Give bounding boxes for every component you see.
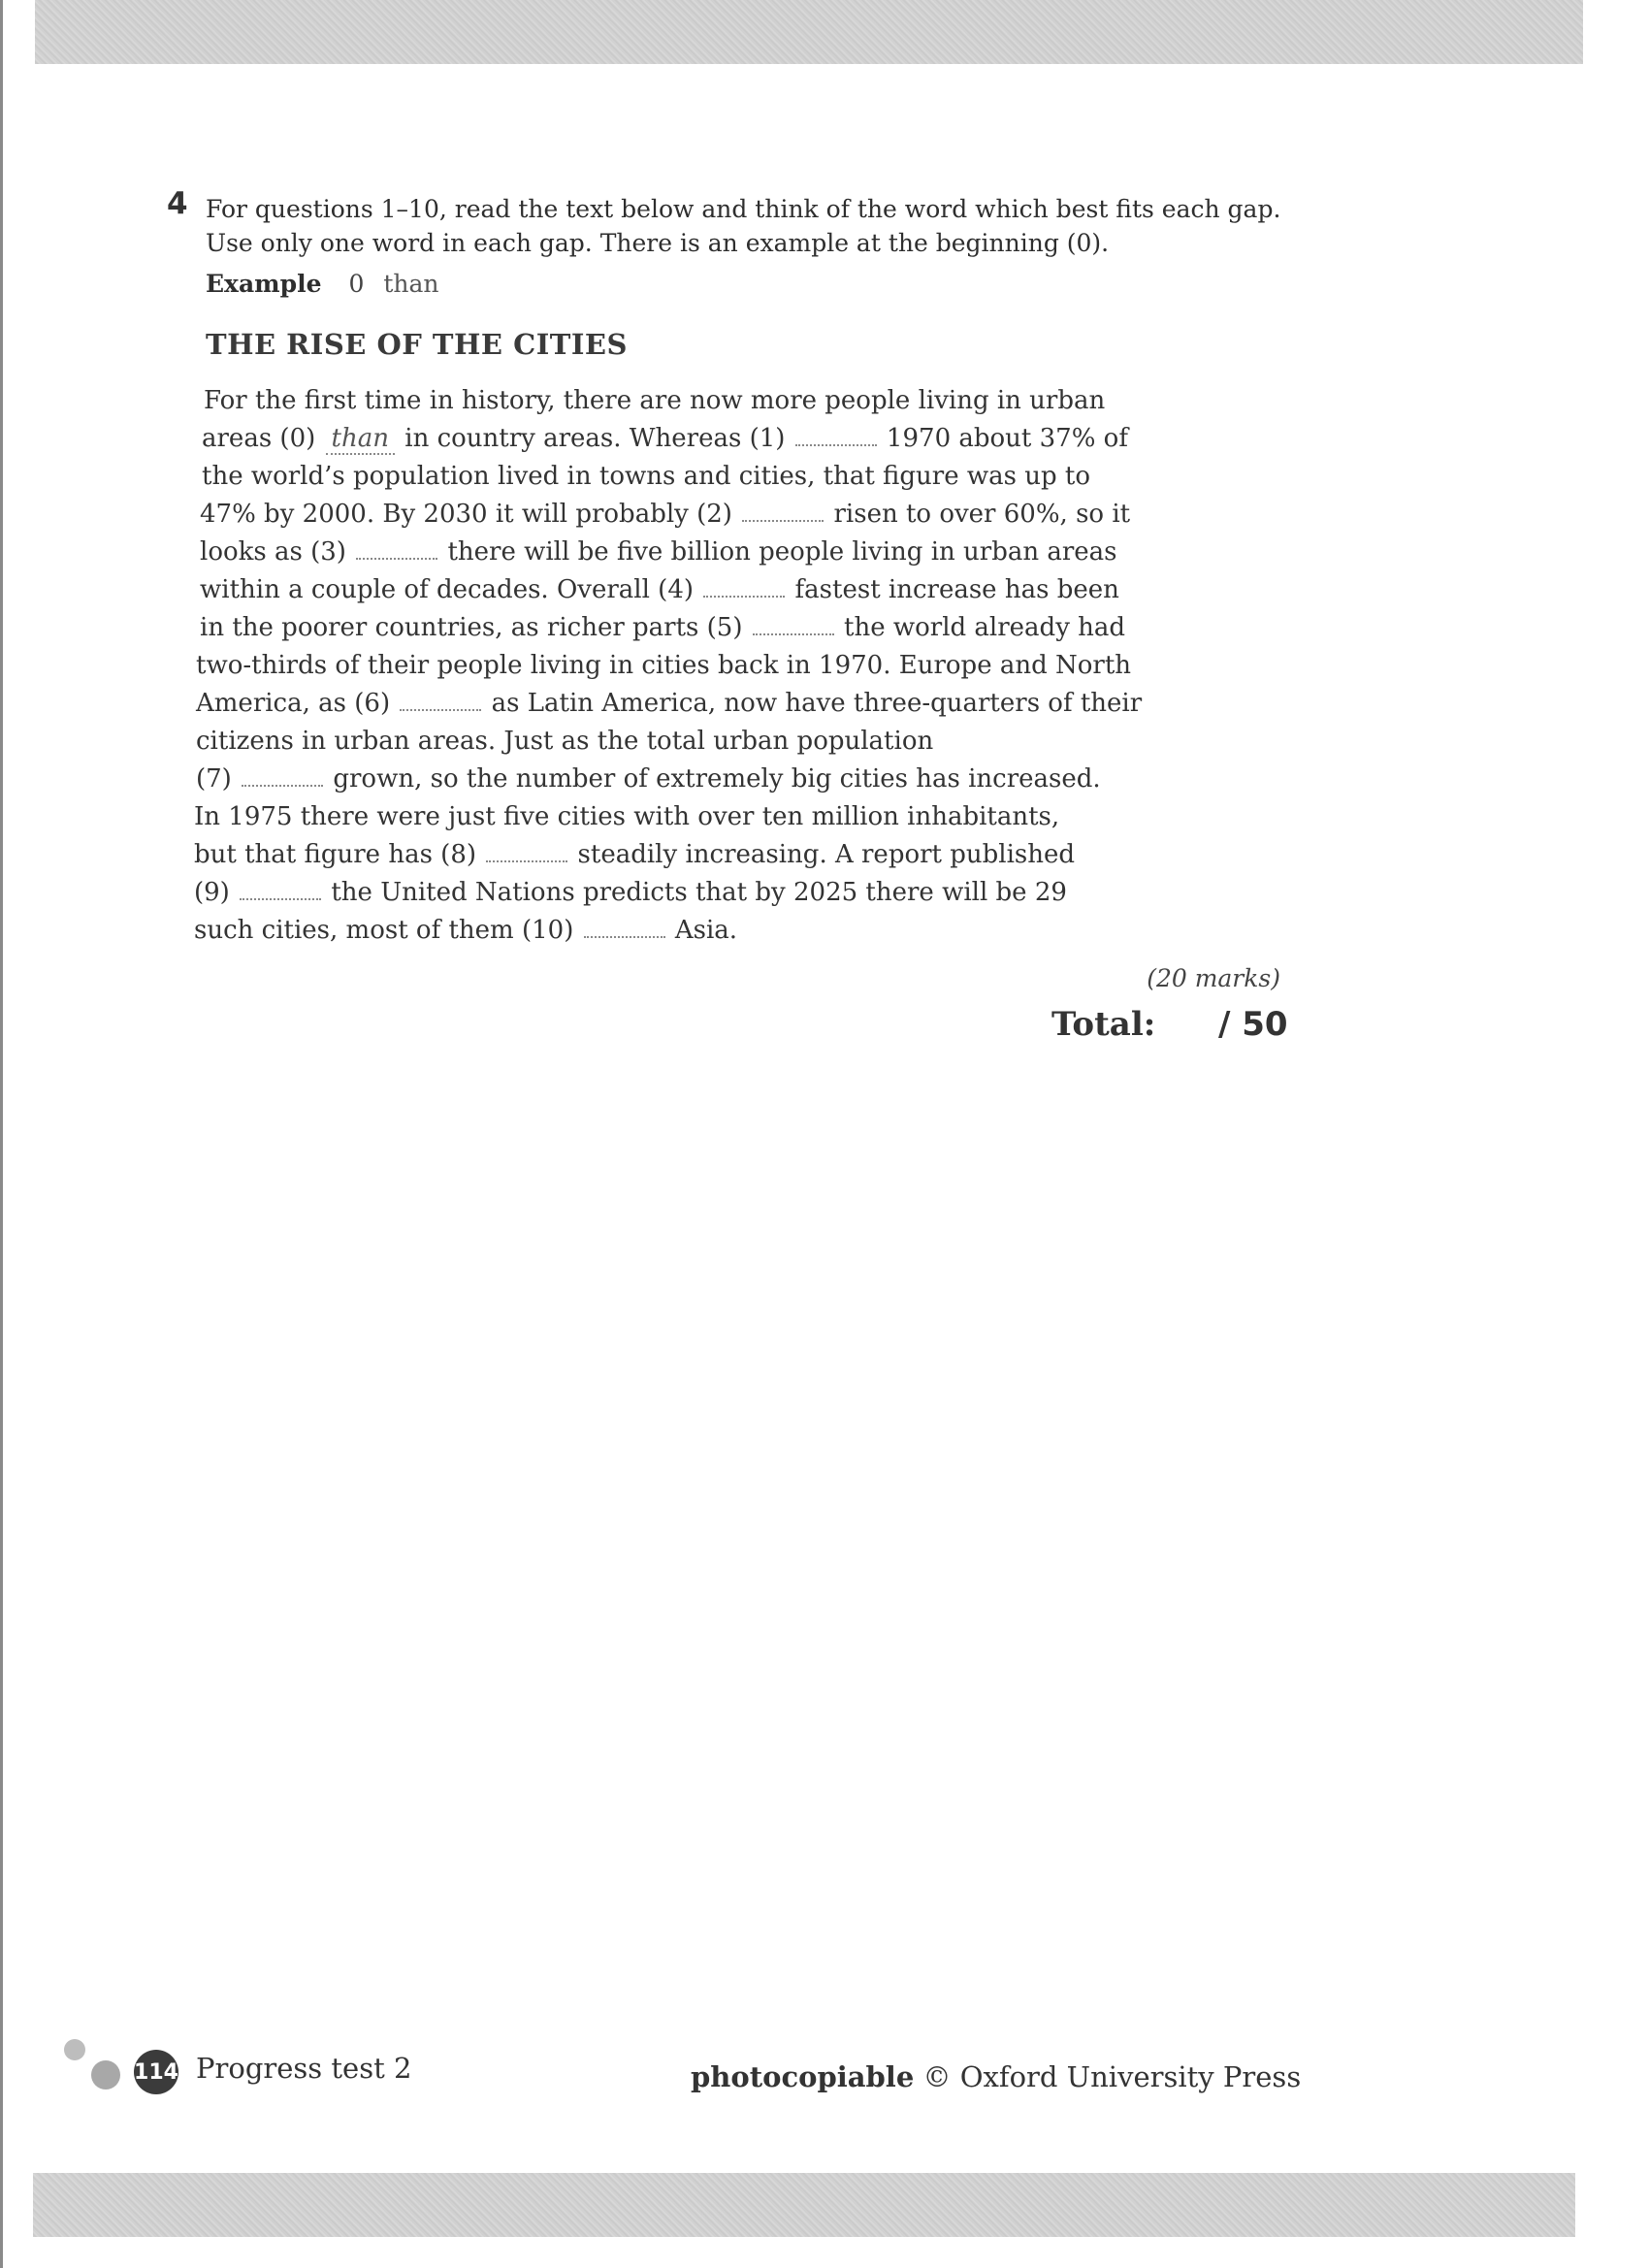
copyright-notice	[691, 2060, 1301, 2093]
test-name: Progress test 2	[196, 2052, 412, 2085]
answer-gap[interactable]	[753, 616, 834, 635]
passage-line	[194, 878, 1067, 907]
passage-text-segment: 1970 about 37% of	[878, 424, 1128, 453]
example-word: than	[383, 270, 439, 298]
passage-text-segment: in country areas. Whereas (1)	[396, 424, 793, 453]
scan-bottom-border	[33, 2173, 1575, 2237]
marks-label: (20 marks)	[1147, 964, 1280, 992]
total-label: Total:	[1051, 1005, 1156, 1044]
passage-line	[196, 727, 933, 756]
passage-text-segment: (9)	[194, 878, 239, 907]
total-score	[1051, 1005, 1288, 1044]
passage-text-segment: (7)	[196, 764, 241, 794]
passage-line	[194, 840, 1075, 869]
passage-text-segment: such cities, most of them (10)	[194, 916, 582, 945]
example-answer: than	[326, 424, 395, 455]
passage-line	[200, 575, 1119, 604]
passage-line	[200, 500, 1130, 529]
passage-text-segment: America, as (6)	[196, 689, 399, 718]
passage-line	[194, 802, 1059, 831]
question-number: 4	[167, 186, 188, 221]
passage-text-segment: steadily increasing. A report published	[569, 840, 1076, 869]
passage-text-segment: areas (0)	[202, 424, 324, 453]
passage-text-segment: risen to over 60%, so it	[825, 500, 1131, 529]
passage-text-segment: For the first time in history, there are now more people living in urban	[204, 386, 1106, 415]
question-instructions: For questions 1–10, read the text below and think of the word which best fits each gap. Use only one word in each gap. There is an example at the beginning (0).	[206, 195, 1281, 257]
total-out-of: / 50	[1218, 1005, 1288, 1044]
passage-text-segment: but that figure has (8)	[194, 840, 485, 869]
passage-line	[202, 462, 1090, 491]
answer-gap[interactable]	[795, 427, 877, 446]
answer-gap[interactable]	[703, 578, 785, 598]
passage-text-segment: in the poorer countries, as richer parts (5)	[200, 613, 751, 642]
answer-gap[interactable]	[242, 767, 323, 787]
answer-gap[interactable]	[400, 692, 481, 711]
scan-top-border	[35, 0, 1583, 64]
passage-text-segment: Asia.	[666, 916, 738, 945]
passage-text-segment: citizens in urban areas. Just as the total urban population	[196, 727, 934, 756]
photocopiable-label: photocopiable	[691, 2060, 915, 2093]
passage-text-segment: there will be five billion people living in urban areas	[439, 537, 1117, 567]
passage-line	[196, 764, 1101, 794]
example-line	[206, 270, 438, 298]
publisher-label: © Oxford University Press	[922, 2060, 1302, 2093]
passage-text-segment: as Latin America, now have three-quarters of their	[483, 689, 1143, 718]
answer-gap[interactable]	[486, 843, 567, 862]
passage-text-segment: the world’s population lived in towns and cities, that figure was up to	[202, 462, 1090, 491]
passage-line	[202, 424, 1128, 455]
page-number-badge: 114	[134, 2050, 178, 2094]
passage-line	[194, 916, 737, 945]
passage-text-segment: In 1975 there were just five cities with over ten million inhabitants,	[194, 802, 1060, 831]
answer-gap[interactable]	[356, 540, 437, 560]
passage-text-segment: the world already had	[835, 613, 1126, 642]
answer-gap[interactable]	[240, 881, 321, 900]
answer-gap[interactable]	[742, 502, 824, 522]
passage-text-segment: the United Nations predicts that by 2025 there will be 29	[323, 878, 1067, 907]
passage-text-segment: fastest increase has been	[787, 575, 1119, 604]
passage-line	[200, 613, 1125, 642]
passage-line	[204, 386, 1105, 415]
passage-text-segment: grown, so the number of extremely big cities has increased.	[325, 764, 1101, 794]
passage-line	[196, 651, 1131, 680]
passage-title: THE RISE OF THE CITIES	[206, 328, 628, 361]
passage-text-segment: 47% by 2000. By 2030 it will probably (2)	[200, 500, 741, 529]
passage-line	[196, 689, 1142, 718]
passage-text-segment: within a couple of decades. Overall (4)	[200, 575, 702, 604]
passage-text-segment: two-thirds of their people living in cities back in 1970. Europe and North	[196, 651, 1132, 680]
page-edge	[0, 0, 3, 2268]
passage-line	[200, 537, 1117, 567]
answer-gap[interactable]	[584, 919, 665, 938]
passage-text-segment: looks as (3)	[200, 537, 355, 567]
example-number: 0	[348, 270, 365, 298]
example-label: Example	[206, 270, 322, 298]
